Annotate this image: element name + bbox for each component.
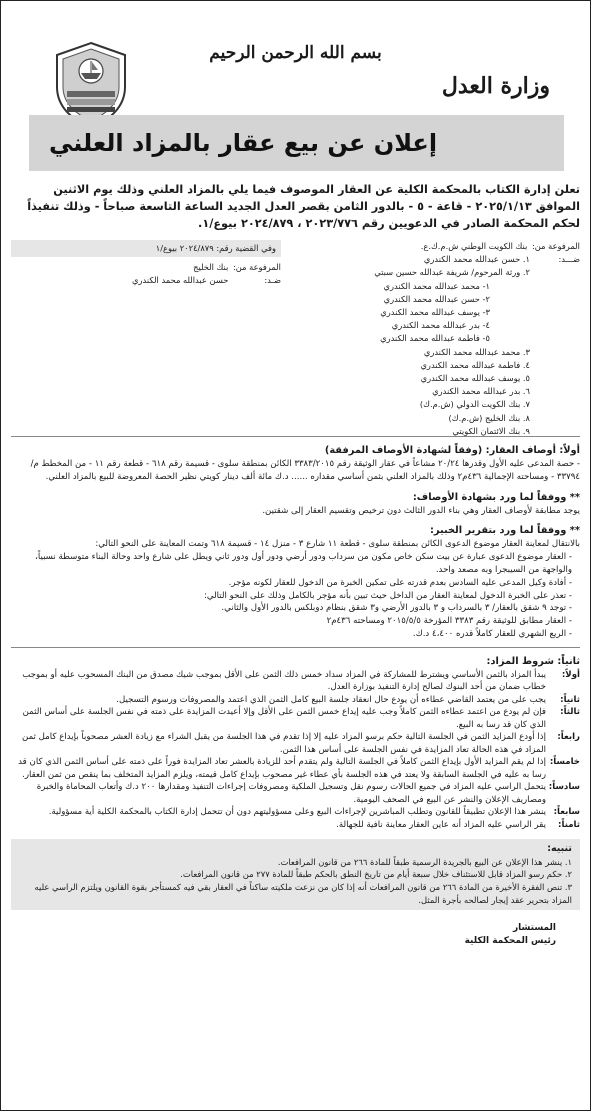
list-item: ٥. يوسف عبدالله محمد الكندري [420, 373, 530, 384]
plaintiff-line [295, 240, 580, 253]
list-item: ٣. محمد عبدالله محمد الكندري [423, 346, 530, 357]
case-one-parties [295, 240, 580, 438]
condition-row [11, 694, 580, 707]
condition-row [11, 731, 580, 756]
list-item: ٨. بنك الخليج (ش.م.ك) [448, 412, 530, 423]
case-defendant-label: ضـد: [264, 275, 281, 286]
defendants-line [295, 253, 580, 438]
condition-key: ثالثاً: [560, 707, 580, 718]
list-item: ٥- فاطمة عبدالله محمد الكندري [380, 333, 490, 344]
condition-key: سادساً: [548, 782, 580, 793]
condition-text: يبدأ المزاد بالثمن الأساسي ويشترط للمشاركة في المزاد سداد خمس ذلك الثمن على الأقل بموجب شيك مصدق من البنك المسحوب عليه أو بموجب خطاب ضمان من أحد البنوك لصالح إدارة التنفيذ بوزارة العدل. [22, 669, 546, 693]
note-box [11, 839, 580, 910]
list-item: ٩. بنك الائتمان الكويتي [452, 425, 530, 436]
list-item: ٤- بدر عبدالله محمد الكندري [391, 320, 490, 331]
list-item: ٢. ورثة المرحوم/ شريفة عبدالله حسين سبتي [374, 267, 530, 278]
condition-key: ثامناً: [558, 819, 580, 830]
list-item: ٤. فاطمة عبدالله محمد الكندري [420, 359, 530, 370]
defendant-label: ضـــد: [558, 254, 580, 265]
expert-intro: بالانتقال لمعاينة العقار موضوع الدعوى الكائن بمنطقة سلوى - قطعة ١١ شارع ٣ - منزل ١٤ - قسيمة ٦١٨ وتمت المعاينة على النحو التالي: [95, 539, 580, 550]
header [1, 1, 590, 157]
condition-text: يتحمل الراسي عليه المزاد في جميع الحالات رسوم نقل وتسجيل الملكية ومصروفات إجراءات التنفيذ ومقدارها ٢٠٠ د.ك وأتعاب المحاماة والخبرة ومصاريف الإعلان والنشر عن البيع في الصحف اليومية. [36, 782, 546, 805]
section-heading-conditions: ثانياً: شروط المزاد: [486, 655, 580, 667]
list-item: - العقار موضوع الدعوى عبارة عن بيت سكن خاص مكون من سرداب ودور أرضي ودور أول ودور ثاني ويطل على شارع واحد وحالة البناء متوسطة نسبياً، والواجهة من السيبجرا وبه مصعد واحد. [35, 552, 572, 575]
list-item: ١- محمد عبدالله محمد الكندري [383, 280, 490, 291]
condition-text: فإن لم يودع من اعتمد عطاءه الثمن كاملاً وجب عليه إيداع خمس الثمن على الأقل وإلا أعيدت المزايدة على ذمته في نفس الجلسة على أساس الثمن الذي كان قد رسا به البيع. [22, 707, 546, 730]
case-defendant-line [11, 274, 281, 287]
case-number: وفي القضية رقم: ٢٠٢٤/٨٧٩ بيوع/١ [11, 240, 281, 257]
condition-key: سابعاً: [553, 807, 580, 818]
list-item: ١. ينشر هذا الإعلان عن البيع بالجريدة الرسمية طبقاً للمادة ٢٦٦ من قانون المرافعات. [277, 856, 572, 867]
signature-block [1, 922, 556, 948]
section-heading-property: أولاً: أوصاف العقار: (وفقاً لشهادة الأوصاف المرفقة) [324, 445, 580, 456]
condition-text: يقر الراسي عليه المزاد أنه عاين العقار معاينة نافية للجهالة. [336, 819, 546, 830]
list-item: ٢. حكم رسو المزاد قابل للاستئناف خلال سبعة أيام من تاريخ النطق بالحكم طبقاً للمادة ٢٧٧ من قانون المرافعات. [180, 869, 572, 880]
case-two-parties [11, 240, 281, 288]
condition-row [11, 781, 580, 806]
intro-paragraph: تعلن إدارة الكتاب بالمحكمة الكلية عن العقار الموصوف فيما يلي بالمزاد العلني وذلك يوم الاثنين الموافق ٢٠٢٥/١/١٣ - قاعة - ٥ - بالدور الثامن بقصر العدل الجديد الساعة التاسعة صباحاً - وذلك تنفيذاً لحكم المحكمة الصادر في الدعويين رقم ٢٠٢٣/٧٧٦ ، ٢٠٢٤/٨٧٩ بيوع/١. [27, 183, 580, 230]
case-plaintiff-name: بنك الخليج [193, 262, 229, 273]
condition-key: رابعاً: [557, 732, 580, 743]
list-item: - أفادة وكيل المدعى عليه السادس بعدم قدرته على تمكين الخبرة من الدخول للعقار لكونه مؤجر. [228, 577, 572, 588]
note-title: تنبيه: [547, 843, 572, 855]
divider [11, 647, 580, 648]
case-plaintiff-label: المرفوعة من: [232, 262, 281, 273]
list-item: ٣. تنص الفقرة الأخيرة من المادة ٢٦٦ من قانون المرافعات أنه إذا كان من نزعت ملكيته ساكناً في العقار بقي فيه كمستأجر بقوة القانون ويلتزم الراسي عليه المزاد بتحرير عقد إيجار لصالحه بأجرة المثل. [34, 882, 572, 905]
condition-row [11, 669, 580, 694]
title-banner [29, 115, 564, 171]
subheading-expert: ** ووفقاً لما ورد بتقرير الخبير: [429, 525, 580, 537]
list-item: - تعذر على الخبرة الدخول لمعاينة العقار من الداخل حيث تبين بأنه مؤجر بالكامل وذلك على النحو التالي: [204, 590, 572, 601]
defendant-list [374, 253, 530, 438]
signature-role: رئيس المحكمة الكلية [464, 936, 556, 947]
ministry-name: وزارة العدل [441, 73, 550, 99]
condition-text: ينشر هذا الإعلان تطبيقاً للقانون وتطلب المباشرين لإجراءات البيع وعلى مسؤوليتهم دون أن تتحمل إدارة الكتاب بالمحكمة الكلية أية مسؤولية. [48, 807, 546, 818]
list-item: ٢- حسن عبدالله محمد الكندري [383, 293, 490, 304]
signature-title: المستشار [512, 923, 556, 934]
condition-text: إذا لم يقم المزايد الأول بإيداع الثمن كاملاً في الجلسة التالية ولم يتقدم أحد للزيادة بالعشر تعاد المزايدة فوراً على ذمته على أساس الثمن الذي كان قد رسا به عليه في الجلسة السابقة ولا يعتد في هذه الجلسة بأي عطاء غير مصحوب بإيداع كامل قيمته، ويلزم المزايد المتخلف بما ينقص من ثمن العقار. [18, 757, 546, 780]
condition-key: ثانياً: [560, 694, 580, 705]
subheading-certificate: ** ووفقاً لما ورد بشهادة الأوصاف: [412, 491, 580, 503]
list-item: ٧. بنك الكويت الدولي (ش.م.ك) [419, 399, 530, 410]
plaintiff-name: بنك الكويت الوطني ش.م.ك.ع. [420, 241, 528, 251]
case-plaintiff-line [11, 261, 281, 274]
condition-key: أولاً: [561, 669, 580, 680]
list-item: - العقار مطابق للوثيقة رقم ٣٣٨٣ المؤرخة ٢٠١٥/٥/٥ ومساحته ٤٣٦م٢ [326, 616, 572, 627]
condition-row [11, 756, 580, 781]
list-item: - توجد ٩ شقق بالعقار/ ٣ بالسرداب و ٣ بالدور الأرضي و٣ شقق بنظام دوبلكس بالدور الأول والثاني. [221, 603, 572, 614]
list-item: - الريع الشهري للعقار كاملاً قدره ٤،٤٠٠ د.ك. [412, 628, 572, 639]
basmala: بسم الله الرحمن الرحيم [209, 43, 382, 63]
page-title: إعلان عن بيع عقار بالمزاد العلني [49, 129, 438, 157]
list-item: ٣- يوسف عبدالله محمد الكندري [380, 307, 490, 318]
parties-block [11, 240, 580, 436]
list-item: ٦. بدر عبدالله محمد الكندري [432, 386, 530, 397]
plaintiff-label: المرفوعة من: [531, 241, 580, 251]
condition-text: إذا أودع المزايد الثمن في الجلسة التالية حكم برسو المزاد عليه إلا إذا تقدم في هذا الجلسة من يقبل الشراء مع زيادة العشر مصحوباً بإيداع كامل ثمن المزاد في هذه الحالة تعاد المزايدة في نفس الجلسة على أساس هذا الثمن. [22, 732, 546, 755]
condition-row [11, 706, 580, 731]
condition-row [11, 806, 580, 819]
property-description: - حصة المدعى عليه الأول وقدرها ٢٠/٢٤ مشاعاً في عقار الوثيقة رقم ٣٣٨٣/٢٠١٥ الكائن بمنطقة سلوى - قسيمة رقم ٦١٨ - قطعة رقم ١١ - من المخطط م/٣٣٧٩٤ - ومساحته الإجمالية ٤٣٦م٢ وذلك بالمزاد العلني بثمن أساسي مقداره ...... د.ك مائة ألف دينار كويتي نظير الحصة المعروضة للبيع بالمزاد العلني. [30, 459, 580, 482]
certificate-text: يوجد مطابقة لأوصاف العقار وهي بناء الدور الثالث دون ترخيص وتقسيم العقار إلى شقتين. [262, 505, 580, 516]
condition-text: يجب على من يعتمد القاضي عطاءه أن يودع حال انعقاد جلسة البيع كامل الثمن الذي اعتمد والمصروفات ورسوم التسجيل. [116, 694, 546, 705]
list-item: ١. حسن عبدالله محمد الكندري [423, 254, 530, 265]
case-defendant-name: حسن عبدالله محمد الكندري [132, 275, 229, 286]
condition-row [11, 819, 580, 832]
condition-key: خامساً: [549, 757, 580, 768]
